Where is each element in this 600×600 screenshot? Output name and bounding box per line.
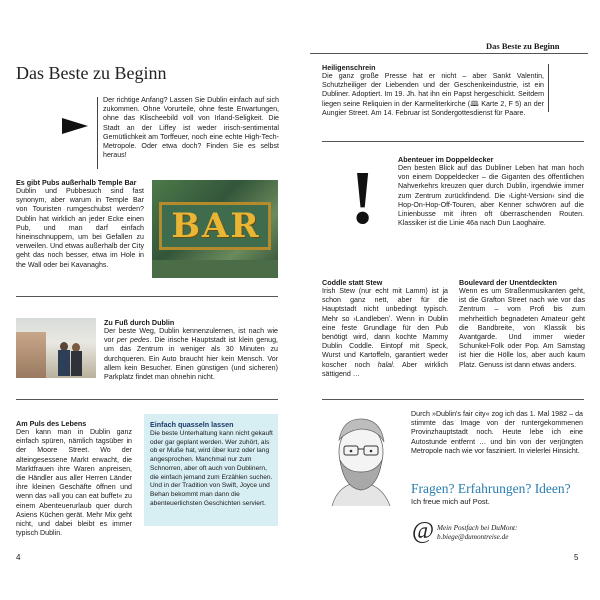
- divider-2: [16, 399, 278, 400]
- author-question: Fragen? Erfahrungen? Ideen?: [411, 481, 571, 496]
- bus-heading: Abenteuer im Doppeldecker: [398, 155, 494, 164]
- divider-1: [16, 296, 278, 297]
- page-title: Das Beste zu Beginn: [16, 63, 167, 83]
- chat-text: Die beste Unterhaltung kann nicht gekauft oder gar geplant werden. Wer zuhört, als ob er Muße hat, wird über kurz oder lang angesprochen. Manchmal nur zum Schnorren, aber oft auch von Dublinern, die einfach jemand zum Erzählen suchen. Und in der Tradition von Swift, Joyce und Behan bekommt man dann die abenteuerlichsten Geschichten serviert.: [150, 430, 273, 507]
- exclamation-mark: !: [350, 156, 376, 240]
- walk-heading: Zu Fuß durch Dublin: [104, 318, 175, 327]
- at-icon: @: [412, 518, 435, 544]
- intro-text: Der richtige Anfang? Lassen Sie Dublin einfach auf sich zukommen. Ohne Vorurteile, ohne feste Erwartungen, ohne das Klischeebild voll von Irland-Seligkeit. Die Stadt an der Liffey ist weder irisch-sentimental Gemütlichkeit am Torffeuer, noch eine echte High-Tech-Metropole. Oder etwa doch? Finden Sie es selbst heraus!: [103, 96, 279, 160]
- bar-sign-photo: [152, 180, 278, 278]
- chat-heading: Einfach quasseln lassen: [150, 420, 234, 429]
- author-post-line: Ich freue mich auf Post.: [411, 497, 490, 506]
- holy-heading: Heiligenschrein: [322, 63, 376, 72]
- holy-text: Die ganz große Presse hat er nicht – aber Sankt Valentin, Schutzheiliger der Liebenden und der Geschenkeindustrie, ist ein Dubliner. Adoptiert. Im 19. Jh. hat ihn ein Papst hergeschickt. Seitdem liegen seine Reliquien in der Karmeliterkirche (🕮 Karte 2, F 5) an der Aungier Street. Am 14. Februar ist Sondergottesdienst für Paare.: [322, 72, 544, 117]
- pulse-heading: Am Puls des Lebens: [16, 419, 87, 428]
- page-number-left: 4: [16, 553, 21, 562]
- boulevard-heading: Boulevard der Unentdeckten: [459, 278, 557, 287]
- coddle-text: Irish Stew (nur echt mit Lamm) ist ja schon ganz nett, aber für die Hauptstadt nicht unbedingt typisch. Mehr so ›Landlebenʻ. Wenn in Dublin eine feste Grundlage für den Pub benötigt wird, dann kochte Mammy Dublin Coddle. Eintopf mit Speck, Wurst und Kartoffeln, garantiert weder koscher noch halal. Aber wirklich sättigend …: [322, 287, 448, 378]
- page-number-right: 5: [574, 553, 579, 562]
- bus-text: Den besten Blick auf das Dubliner Leben hat man hoch von einem Doppeldecker – die Giganten des öffentlichen Nahverkehrs kreuzen quer durch Dublin, irgendwie immer zum Zentrum zurückfindend. Die ›Light-Version‹ sind die Hop-On-Hop-Off-Touren, aber Kenner schwören auf die Linienbusse mit ihren oft überraschenden Routen. Klassiker ist die Linie 46a nach Dun Laoghaire.: [398, 164, 584, 228]
- pubs-text: Dublin und Pubbesuch sind fast synonym, aber warum in Temple Bar von Touristen rumgeschubst werden? Dublin hat wirklich an jeder Ecke einen Pub, und man darf einfach hineinschnuppern, um bei Gefallen zu verweilen. Und etwas außerhalb der City geht das noch besser, etwa im Hole in the Wall oder bei Kavanaghs.: [16, 187, 144, 269]
- mailbox-label: Mein Postfach bei DuMont:: [437, 524, 518, 532]
- author-portrait: [318, 410, 404, 510]
- walk-text: Der beste Weg, Dublin kennenzulernen, ist nach wie vor per pedes. Die irische Hauptstadt ist klein genug, um das Zentrum in weniger als 30 Minuten zu durchqueren. Ein Auto braucht hier kein Mensch. Vor allem kein Besucher. Einen günstigen (und sicheren) Parkplatz findet man ohnehin nicht.: [104, 327, 278, 382]
- coddle-heading: Coddle statt Stew: [322, 278, 383, 287]
- divider-4: [322, 399, 584, 400]
- pulse-text: Den kann man in Dublin ganz einfach spüren, nämlich tagsüber in der Moore Street. Wo der alteingesessene Markt erwacht, die Marktfrauen ihre Waren anpreisen, die Händler aus aller Herren Länder ihre kleinen Geschäfte öffnen und wenn das »all you can eat buffet« zu einem Abenteuerurlaub quer durch Asiens Küchen gerät. Mehr Mix geht nicht, und dabei bleibt es immer typisch Dublin.: [16, 428, 132, 538]
- street-walk-photo: [16, 318, 96, 378]
- author-text: Durch »Dublin's fair city« zog ich das 1. Mal 1982 – da stimmte das Image von der runtergekommenen Provinzhauptstadt noch. Heute lebe ich eine Autostunde entfernt … und bin von der verjüngten Metropole nach wie vor fasziniert. In vielerlei Hinsicht.: [411, 410, 583, 455]
- holy-rule: [548, 64, 549, 112]
- divider-3: [322, 141, 584, 142]
- boulevard-text: Wenn es um Straßenmusikanten geht, ist die Grafton Street nach wie vor das Zentrum – vom Profi bis zum mehrheitlich begnadeten Amateur geht die Bandbreite, von Klassik bis Avantgarde. Und immer wieder Schunkel-Folk oder Pop. Am Samstag ist hier die Hölle los, aber auch kaum Platz. Genuss ist dann etwas anders.: [459, 287, 585, 369]
- bar-sign-text: BAR: [171, 206, 261, 246]
- play-triangle-icon: [62, 118, 88, 134]
- pubs-heading: Es gibt Pubs außerhalb Temple Bar: [16, 178, 137, 187]
- running-head: Das Beste zu Beginn: [486, 41, 560, 51]
- chat-box: [144, 414, 278, 526]
- intro-rule: [97, 97, 98, 169]
- running-head-rule: [310, 53, 588, 54]
- author-email[interactable]: b.biege@dumontreise.de: [437, 533, 509, 541]
